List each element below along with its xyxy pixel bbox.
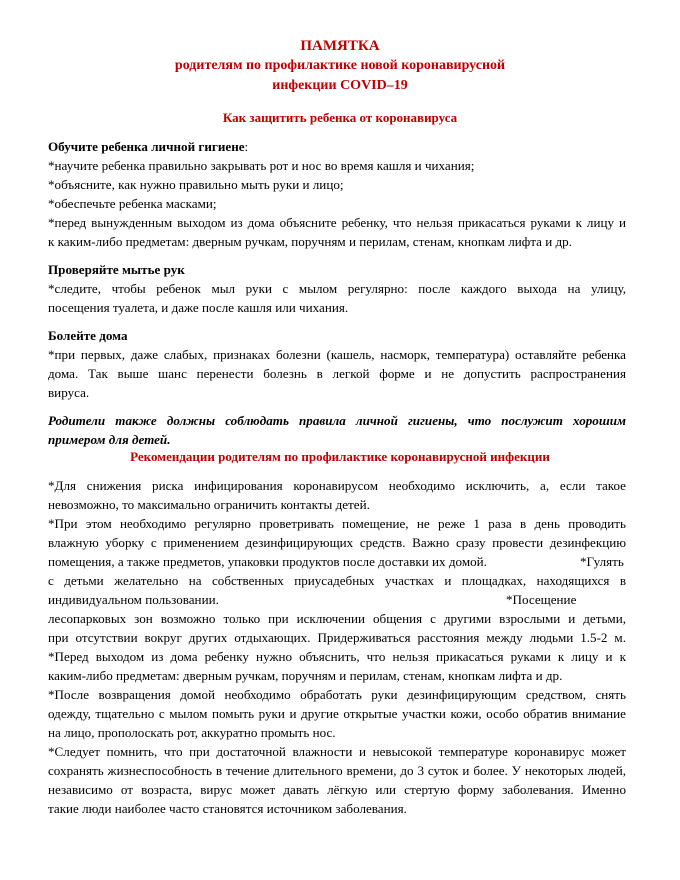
recommendation-line: *При этом необходимо регулярно проветривать помещение, не реже 1 раза в день проводить: [48, 516, 626, 531]
recommendation-line: влажную уборку с применением дезинфицирующих средств. Важно сразу провести дезинфекцию: [48, 535, 626, 550]
recommendation-line: при отсутствии вокруг других отдыхающих. Придерживаться расстояния между людьми 1.5-2 м.: [48, 630, 626, 645]
sick-heading: Болейте дома: [48, 328, 128, 343]
hygiene-heading-colon: :: [244, 139, 249, 154]
recommendation-line: помещения, а также предметов, упаковки продуктов после доставки их домой.: [48, 554, 487, 569]
document-subtitle-line-1: родителям по профилактике новой коронавирусной: [174, 58, 506, 73]
hygiene-line: *перед вынужденным выходом из дома объясните ребенку, что нельзя прикасаться руками к лицу и: [48, 215, 626, 230]
document-title: ПАМЯТКА: [300, 38, 380, 54]
handwash-line: посещения туалета, и даже после кашля или чихания.: [48, 300, 349, 315]
hygiene-heading: [48, 138, 248, 156]
section-title-protect: Как защитить ребенка от коронавируса: [222, 110, 458, 125]
document-header: [0, 36, 680, 96]
recommendation-line: одежду, тщательно с мылом помыть руки и другие открытые участки кожи, особо обратив внимание: [48, 706, 626, 721]
hygiene-line: *обеспечьте ребенка масками;: [48, 196, 217, 211]
section-title-recommendations: Рекомендации родителям по профилактике коронавирусной инфекции: [130, 449, 550, 464]
recommendation-line: *Для снижения риска инфицирования коронавирусом необходимо исключить, а, если такое: [48, 478, 626, 493]
recommendation-line: с детьми желательно на собственных приусадебных участках и площадках, находящихся в: [48, 573, 626, 588]
recommendation-line: *Следует помнить, что при достаточной влажности и невысокой температуре коронавирус может: [48, 744, 626, 759]
recommendation-line: невозможно, то максимально ограничить контакты детей.: [48, 497, 370, 512]
recommendation-line: *Перед выходом из дома ребенку нужно объяснить, что нельзя прикасаться руками к лицу и к: [48, 649, 626, 664]
handwash-heading: Проверяйте мытье рук: [48, 262, 185, 277]
sick-line: дома. Так выше шанс перенести болезнь в легкой форме и не допустить распространения: [48, 366, 626, 381]
recommendation-line-tail: *Посещение: [506, 592, 577, 607]
handwash-line: *следите, чтобы ребенок мыл руки с мылом регулярно: после каждого выхода на улицу,: [48, 281, 626, 296]
recommendation-line: *После возвращения домой необходимо обработать руки дезинфицирующим средством, снять: [48, 687, 626, 702]
hygiene-heading-text: Обучите ребенка личной гигиене: [48, 139, 245, 154]
recommendation-line: каким-либо предметам: дверным ручкам, поручням и перилам, стенам, кнопкам лифта и др.: [48, 668, 563, 683]
document-subtitle-line-2: инфекции COVID–19: [272, 78, 408, 93]
recommendation-line: индивидуальном пользовании.: [48, 592, 219, 607]
parents-note-line: примером для детей.: [48, 432, 171, 447]
recommendation-line: лесопарковых зон возможно только при исключении общения с другими взрослыми и детьми,: [48, 611, 626, 626]
recommendation-line: такие люди наиболее часто становятся источником заболевания.: [48, 801, 407, 816]
parents-note-line: Родители также должны соблюдать правила личной гигиены, что послужит хорошим: [48, 413, 626, 428]
hygiene-line: к каким-либо предметам: дверным ручкам, поручням и перилам, стенам, кнопкам лифта и др.: [48, 234, 572, 249]
sick-line: *при первых, даже слабых, признаках болезни (кашель, насморк, температура) оставляйте ребенка: [48, 347, 626, 362]
sick-line: вируса.: [48, 385, 90, 400]
hygiene-line: *объясните, как нужно правильно мыть руки и лицо;: [48, 177, 344, 192]
hygiene-line: *научите ребенка правильно закрывать рот и нос во время кашля и чихания;: [48, 158, 475, 173]
recommendation-line: независимо от возраста, вирус может давать лёгкую или стертую форму заболевания. Именно: [48, 782, 626, 797]
recommendation-line-tail: *Гулять: [580, 554, 624, 569]
recommendation-line: на лицо, прополоскать рот, аккуратно промыть нос.: [48, 725, 336, 740]
recommendation-line: сохранять жизнеспособность в течение длительного времени, до 3 суток и более. У некоторых людей,: [48, 763, 626, 778]
